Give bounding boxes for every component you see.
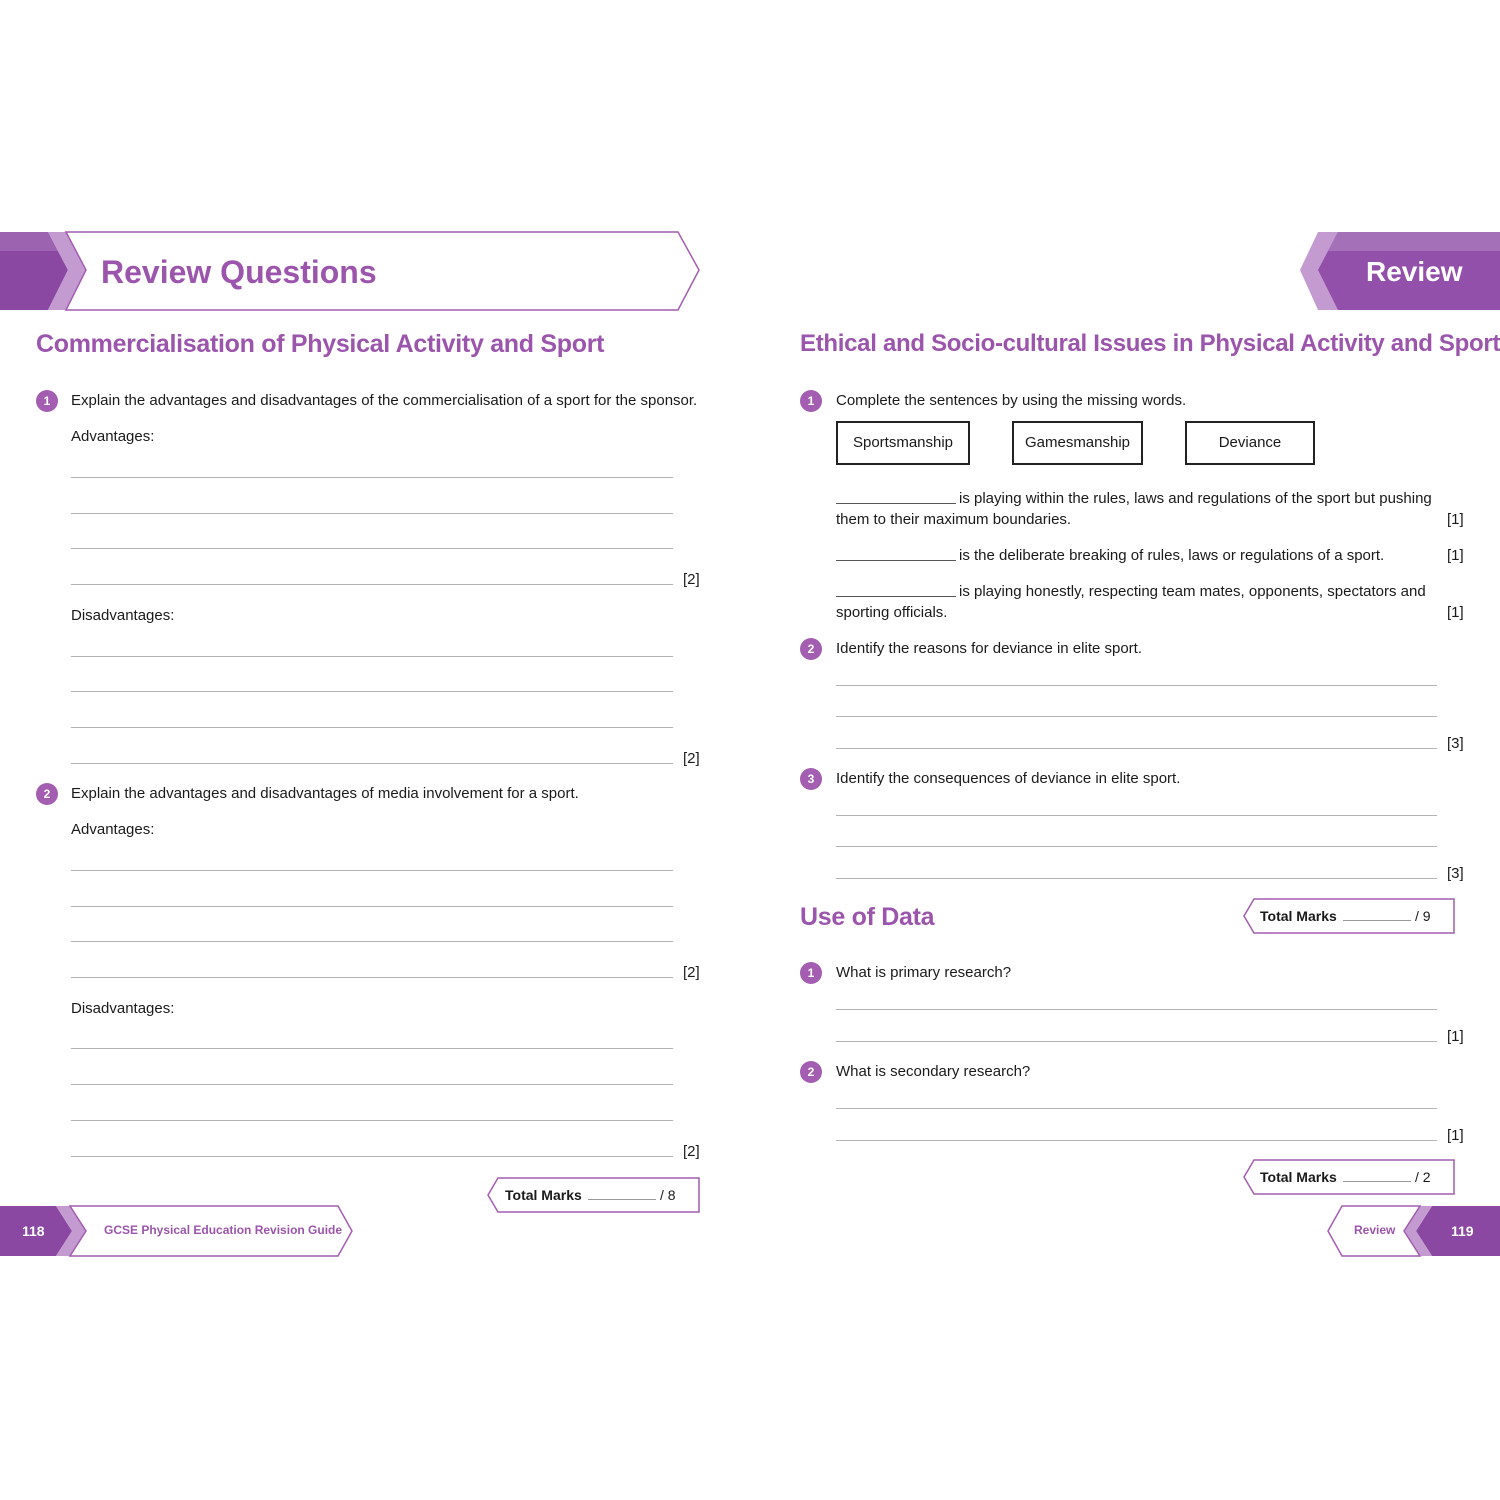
advantages-label: Advantages: <box>71 428 155 445</box>
question-text: Complete the sentences by using the missing words. <box>836 392 1187 409</box>
marks-indicator: [2] <box>683 571 700 588</box>
answer-line[interactable] <box>71 656 673 657</box>
sentence-text: is the deliberate breaking of rules, laws or regulations of a sport. <box>959 547 1385 564</box>
marks-indicator: [1] <box>1447 547 1464 564</box>
answer-line[interactable] <box>71 763 673 764</box>
question-text: Explain the advantages and disadvantages of media involvement for a sport. <box>71 785 579 802</box>
word-option-sportsmanship: Sportsmanship <box>836 421 970 465</box>
answer-line[interactable] <box>71 727 673 728</box>
answer-line[interactable] <box>71 1048 673 1049</box>
right-section-title: Ethical and Socio-cultural Issues in Physical Activity and Sport <box>800 330 1500 357</box>
book-title: GCSE Physical Education Revision Guide <box>104 1223 343 1237</box>
page-number: 118 <box>22 1223 45 1239</box>
question-text: What is primary research? <box>836 964 1012 981</box>
section-label: Review <box>1354 1223 1396 1237</box>
question-text: What is secondary research? <box>836 1063 1031 1080</box>
page-number: 119 <box>1451 1223 1474 1239</box>
answer-line[interactable] <box>71 906 673 907</box>
question-number-badge: 1 <box>800 962 822 984</box>
left-section-title: Commercialisation of Physical Activity and Sport <box>36 330 605 358</box>
total-marks-label: Total Marks <box>1260 1169 1337 1185</box>
marks-indicator: [2] <box>683 750 700 767</box>
right-banner-title: Review <box>1366 256 1463 287</box>
fill-in-blank[interactable] <box>836 503 956 504</box>
answer-line[interactable] <box>836 815 1437 816</box>
total-marks-label: Total Marks <box>1260 908 1337 924</box>
total-marks-label: Total Marks <box>505 1187 582 1203</box>
left-banner-title: Review Questions <box>101 254 377 290</box>
fill-in-blank[interactable] <box>836 596 956 597</box>
answer-line[interactable] <box>836 1009 1437 1010</box>
sentence-text: sporting officials. <box>836 604 948 621</box>
answer-line[interactable] <box>71 477 673 478</box>
question-number-badge: 2 <box>36 783 58 805</box>
disadvantages-label: Disadvantages: <box>71 607 175 624</box>
marks-indicator: [1] <box>1447 604 1464 621</box>
use-of-data-title: Use of Data <box>800 903 935 931</box>
sentence-text: them to their maximum boundaries. <box>836 511 1072 528</box>
answer-line[interactable] <box>836 1140 1437 1141</box>
question-number-badge: 2 <box>800 638 822 660</box>
sentence-text: is playing honestly, respecting team mates, opponents, spectators and <box>959 583 1426 600</box>
advantages-label: Advantages: <box>71 821 155 838</box>
answer-line[interactable] <box>71 870 673 871</box>
total-marks-out-of: / 9 <box>1415 908 1431 924</box>
marks-indicator: [2] <box>683 1143 700 1160</box>
marks-indicator: [1] <box>1447 1028 1464 1045</box>
question-number-badge: 3 <box>800 768 822 790</box>
answer-line[interactable] <box>71 1156 673 1157</box>
marks-indicator: [1] <box>1447 511 1464 528</box>
answer-line[interactable] <box>71 977 673 978</box>
answer-line[interactable] <box>71 941 673 942</box>
sentence-text: is playing within the rules, laws and regulations of the sport but pushing <box>959 490 1432 507</box>
answer-line[interactable] <box>71 1084 673 1085</box>
disadvantages-label: Disadvantages: <box>71 1000 175 1017</box>
question-text: Explain the advantages and disadvantages of the commercialisation of a sport for the sponsor. <box>71 392 698 409</box>
total-marks-out-of: / 8 <box>660 1187 676 1203</box>
answer-line[interactable] <box>836 846 1437 847</box>
question-text: Identify the consequences of deviance in elite sport. <box>836 770 1181 787</box>
question-text: Identify the reasons for deviance in elite sport. <box>836 640 1143 657</box>
answer-line[interactable] <box>71 691 673 692</box>
marks-indicator: [1] <box>1447 1127 1464 1144</box>
answer-line[interactable] <box>71 513 673 514</box>
fill-in-blank[interactable] <box>836 560 956 561</box>
answer-line[interactable] <box>836 716 1437 717</box>
total-marks-out-of: / 2 <box>1415 1169 1431 1185</box>
answer-line[interactable] <box>71 584 673 585</box>
answer-line[interactable] <box>836 1041 1437 1042</box>
answer-line[interactable] <box>836 1108 1437 1109</box>
total-marks-input[interactable] <box>1343 1181 1411 1182</box>
answer-line[interactable] <box>836 685 1437 686</box>
total-marks-input[interactable] <box>588 1199 656 1200</box>
marks-indicator: [2] <box>683 964 700 981</box>
word-option-deviance: Deviance <box>1185 421 1315 465</box>
word-option-gamesmanship: Gamesmanship <box>1012 421 1143 465</box>
question-number-badge: 2 <box>800 1061 822 1083</box>
question-number-badge: 1 <box>800 390 822 412</box>
answer-line[interactable] <box>836 748 1437 749</box>
total-marks-input[interactable] <box>1343 920 1411 921</box>
marks-indicator: [3] <box>1447 735 1464 752</box>
answer-line[interactable] <box>71 1120 673 1121</box>
answer-line[interactable] <box>836 878 1437 879</box>
answer-line[interactable] <box>71 548 673 549</box>
question-number-badge: 1 <box>36 390 58 412</box>
marks-indicator: [3] <box>1447 865 1464 882</box>
